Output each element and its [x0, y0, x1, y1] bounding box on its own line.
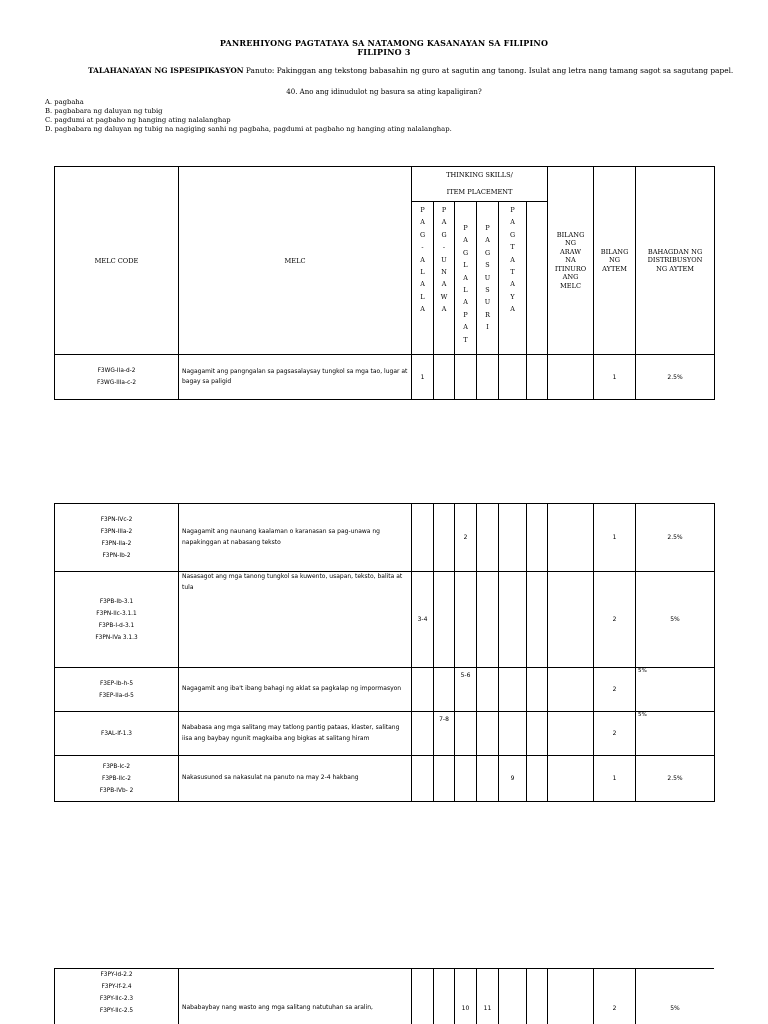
item-placement-cell: 5-6: [455, 668, 477, 712]
melc-code-cell: [55, 355, 179, 400]
item-placement-cell: [434, 969, 455, 1024]
skill-letter: N: [441, 268, 447, 277]
item-placement-cell: [455, 712, 477, 756]
header-word: BILANG: [600, 247, 629, 256]
melc-code: F3PB-I-d-3.1: [98, 622, 135, 629]
table-row: [55, 668, 715, 712]
bilang-aytem-cell: 1: [594, 504, 636, 572]
item-placement-cell: [527, 668, 548, 712]
skill-pagtataya-header: [499, 202, 527, 355]
skill-letter: -: [442, 243, 446, 252]
skill-letter: T: [510, 268, 515, 277]
item-placement-cell: 1: [412, 355, 434, 400]
bahagdan-cell: 2.5%: [636, 504, 715, 572]
skill-letter: A: [510, 218, 515, 227]
skill-pag-unawa-header: [434, 202, 455, 355]
skill-letter: A: [510, 280, 515, 289]
item-placement-cell: [434, 572, 455, 668]
melc-code: F3PY-If-2.4: [101, 984, 132, 990]
item-placement-cell: [499, 355, 527, 400]
thinking-skills-header: [412, 167, 548, 202]
skill-letter: A: [441, 280, 447, 289]
item-placement-cell: 9: [499, 756, 527, 802]
item-placement-cell: [477, 668, 499, 712]
skill-letter: A: [441, 305, 447, 314]
bilang-aytem-cell: 2: [594, 969, 636, 1024]
skill-letter: P: [420, 206, 425, 214]
melc-code: F3PY-Id-2.2: [100, 972, 133, 978]
item-placement-cell: [477, 572, 499, 668]
skill-letter: T: [463, 335, 468, 344]
melc-code: F3PN-IIa-2: [101, 540, 132, 547]
skill-letter: A: [510, 255, 515, 264]
melc-code-cell: [55, 969, 179, 1024]
bilang-aytem-cell: 2: [594, 712, 636, 756]
header-word: BILANG: [556, 230, 585, 239]
table-label: TALAHANAYAN NG ISPESIPIKASYON: [88, 66, 244, 75]
header-word: NG: [565, 239, 577, 248]
bahagdan-cell: 5%: [636, 668, 715, 712]
specification-table-top: [54, 166, 715, 400]
item-placement-cell: 2: [455, 504, 477, 572]
melc-description: Nagagamit ang iba't ibang bahagi ng aklat sa pagkalap ng impormasyon: [179, 668, 412, 712]
item-placement-cell: 10: [455, 969, 477, 1024]
skill-letter: A: [441, 218, 447, 227]
melc-description: Nagagamit ang pangngalan sa pagsasalaysay tungkol sa mga tao, lugar at bagay sa paligid: [179, 355, 412, 400]
rows-group-1: [55, 355, 715, 400]
header-word: ARAW: [560, 247, 582, 256]
skill-letter: L: [420, 268, 425, 277]
item-placement-cell: [499, 969, 527, 1024]
skill-pagsusuri-header: [477, 202, 499, 355]
skill-letter: T: [510, 243, 515, 252]
skill-letter: L: [463, 286, 468, 295]
skill-letter: P: [485, 224, 490, 232]
skill-letter: U: [484, 273, 491, 282]
skill-letter: R: [485, 310, 490, 319]
item-placement-cell: [434, 756, 455, 802]
item-placement-cell: [455, 355, 477, 400]
melc-code: F3PN-IIc-3.1.1: [96, 610, 137, 617]
bahagdan-cell: 5%: [636, 969, 715, 1024]
table-row: [55, 572, 715, 668]
melc-code-cell: [55, 504, 179, 572]
skill-letter: I: [486, 323, 489, 332]
skill-letter: -: [421, 243, 424, 252]
skill-blank-header: [527, 202, 548, 355]
item-placement-cell: [412, 668, 434, 712]
item-placement-cell: [477, 712, 499, 756]
bilang-araw-cell: [548, 572, 594, 668]
melc-code-cell: [55, 668, 179, 712]
melc-header: MELC: [179, 167, 412, 355]
skill-letter: A: [420, 218, 425, 227]
item-placement-cell: [455, 756, 477, 802]
skill-letter: G: [484, 248, 491, 257]
melc-description: Nababaybay nang wasto ang mga salitang natutuhan sa aralin,: [179, 969, 412, 1024]
melc-description: Nagagamit ang naunang kaalaman o karanasan sa pag-unawa ng napakinggan at nabasang teksto: [179, 504, 412, 572]
melc-code: F3AL-If-1.3: [101, 730, 132, 737]
bilang-araw-cell: [548, 355, 594, 400]
skill-letter: S: [485, 286, 490, 295]
thinking-skills-line2: ITEM PLACEMENT: [446, 188, 513, 196]
skill-letter: A: [463, 323, 468, 332]
skill-pag-alala-header: [412, 202, 434, 355]
header-word: ITINURO: [554, 264, 587, 273]
skill-letter: P: [510, 206, 515, 214]
item-placement-cell: [477, 756, 499, 802]
rows-group-2: [55, 504, 715, 802]
document-title: PANREHIYONG PAGTATAYA SA NATAMONG KASANAYAN SA FILIPINO: [219, 38, 549, 48]
melc-code: F3PN-IVa 3.1.3: [95, 634, 138, 641]
melc-code: F3PN-IVc-2: [100, 516, 133, 523]
header-word: BAHAGDAN NG: [647, 247, 703, 256]
skill-letter: W: [440, 292, 448, 301]
skill-letter: A: [420, 305, 425, 314]
item-placement-cell: 3-4: [412, 572, 434, 668]
item-placement-cell: [499, 504, 527, 572]
item-placement-cell: [527, 355, 548, 400]
bilang-araw-cell: [548, 504, 594, 572]
skill-letter: G: [419, 230, 426, 239]
item-placement-cell: [412, 712, 434, 756]
item-placement-cell: [499, 668, 527, 712]
skill-letter: U: [441, 255, 447, 264]
item-placement-cell: [434, 355, 455, 400]
header-word: AYTEM: [602, 264, 627, 273]
item-placement-cell: [434, 668, 455, 712]
table-bottom-clip: [54, 968, 714, 1024]
melc-code: F3EP-Ib-h-5: [99, 680, 134, 687]
skill-letter: A: [420, 280, 425, 289]
melc-code-cell: [55, 712, 179, 756]
skill-letter: P: [463, 310, 468, 319]
item-placement-cell: [527, 504, 548, 572]
skill-letter: G: [509, 230, 516, 239]
skill-letter: S: [485, 261, 490, 270]
bilang-araw-header: [548, 167, 594, 355]
bahagdan-cell: 2.5%: [636, 756, 715, 802]
item-placement-cell: [412, 969, 434, 1024]
option-d: D. pagbabara ng daluyan ng tubig na nagiging sanhi ng pagbaha, pagdumi at pagbaho ng hanging ating nalalanghap.: [45, 125, 452, 133]
melc-code-cell: [55, 572, 179, 668]
option-a: A. pagbaha: [45, 98, 84, 106]
item-placement-cell: [499, 572, 527, 668]
skill-letter: P: [441, 206, 447, 214]
skill-letter: P: [463, 224, 468, 232]
skill-letter: A: [463, 236, 468, 245]
melc-code: F3WG-IIIa-c-2: [96, 380, 137, 386]
answer-options: [45, 98, 452, 134]
item-placement-cell: 11: [477, 969, 499, 1024]
melc-code: F3PB-Ic-2: [102, 763, 131, 770]
melc-code: F3PY-IIc-2.5: [99, 1008, 134, 1014]
item-placement-cell: [527, 756, 548, 802]
thinking-skills-line1: THINKING SKILLS/: [446, 171, 513, 179]
bilang-aytem-header: [594, 167, 636, 355]
bilang-araw-cell: [548, 756, 594, 802]
bilang-aytem-cell: 1: [594, 355, 636, 400]
header-word: MELC: [560, 281, 582, 290]
bilang-araw-cell: [548, 712, 594, 756]
bahagdan-header: [636, 167, 715, 355]
table-row: [55, 756, 715, 802]
bilang-aytem-cell: 1: [594, 756, 636, 802]
skill-letter: G: [462, 248, 469, 257]
item-placement-cell: [455, 572, 477, 668]
melc-description: Nasasagot ang mga tanong tungkol sa kuwento, usapan, teksto, balita at tula: [179, 572, 412, 668]
melc-code: F3PB-Ib-3.1: [99, 598, 134, 605]
item-placement-cell: [499, 712, 527, 756]
table-row: [55, 969, 715, 1024]
table-row: [55, 712, 715, 756]
item-placement-cell: [412, 504, 434, 572]
question-text: 40. Ano ang idinudulot ng basura sa ating kapaligiran?: [286, 88, 482, 96]
melc-code: F3WG-IIa-d-2: [97, 368, 136, 374]
skill-letter: Y: [510, 292, 515, 301]
skill-letter: G: [441, 230, 447, 239]
rows-group-3: [55, 969, 715, 1024]
instructions-line: [88, 66, 748, 75]
skill-paglalapat-header: [455, 202, 477, 355]
instructions-text: Panuto: Pakinggan ang tekstong babasahin ng guro at sagutin ang tanong. Isulat ang letra nang tamang sagot sa sagutang papel.: [243, 66, 734, 75]
bahagdan-cell: 5%: [636, 712, 715, 756]
header-word: ANG: [562, 273, 579, 282]
melc-description: Nababasa ang mga salitang may tatlong pantig pataas, klaster, salitang iisa ang baybay ngunit magkaiba ang bigkas at salitang hiram: [179, 712, 412, 756]
skill-letter: A: [463, 298, 468, 307]
item-placement-cell: 7-8: [434, 712, 455, 756]
melc-code-cell: [55, 756, 179, 802]
header-word: NG AYTEM: [656, 264, 695, 273]
option-b: B. pagbabara ng daluyan ng tubig: [45, 107, 163, 115]
melc-code: F3EP-IIa-d-5: [99, 692, 134, 699]
option-c: C. pagdumi at pagbaho ng hanging ating nalalanghap: [45, 116, 231, 124]
melc-description: Nakasusunod sa nakasulat na panuto na may 2-4 hakbang: [179, 756, 412, 802]
table-row: [55, 504, 715, 572]
item-placement-cell: [527, 572, 548, 668]
table-row: [55, 355, 715, 400]
skill-letter: A: [485, 236, 490, 245]
skill-letter: L: [463, 261, 468, 270]
skill-letter: U: [484, 298, 491, 307]
bahagdan-cell: 2.5%: [636, 355, 715, 400]
skill-letter: A: [420, 255, 425, 264]
skill-letter: A: [510, 305, 515, 314]
bahagdan-cell: 5%: [636, 572, 715, 668]
melc-code: F3PN-Ib-2: [102, 552, 131, 559]
bilang-aytem-cell: 2: [594, 668, 636, 712]
melc-code: F3PY-IIc-2.3: [99, 996, 134, 1002]
melc-code: F3PB-IVb- 2: [99, 787, 134, 794]
specification-table-bottom: [54, 968, 714, 1024]
bilang-aytem-cell: 2: [594, 572, 636, 668]
subject-title: FILIPINO 3: [357, 47, 411, 57]
item-placement-cell: [477, 504, 499, 572]
melc-code: F3PB-IIc-2: [102, 775, 131, 782]
bilang-araw-cell: [548, 969, 594, 1024]
melc-code: F3PN-IIIa-2: [100, 528, 133, 535]
specification-table-middle: [54, 503, 715, 802]
melc-code-header: MELC CODE: [55, 167, 179, 355]
skill-letter: L: [420, 292, 425, 301]
item-placement-cell: [527, 969, 548, 1024]
bilang-araw-cell: [548, 668, 594, 712]
item-placement-cell: [527, 712, 548, 756]
header-word: NA: [565, 256, 576, 265]
item-placement-cell: [412, 756, 434, 802]
header-word: DISTRIBUSYON: [647, 256, 703, 265]
skill-letter: A: [463, 273, 468, 282]
header-word: NG: [609, 256, 621, 265]
item-placement-cell: [434, 504, 455, 572]
item-placement-cell: [477, 355, 499, 400]
